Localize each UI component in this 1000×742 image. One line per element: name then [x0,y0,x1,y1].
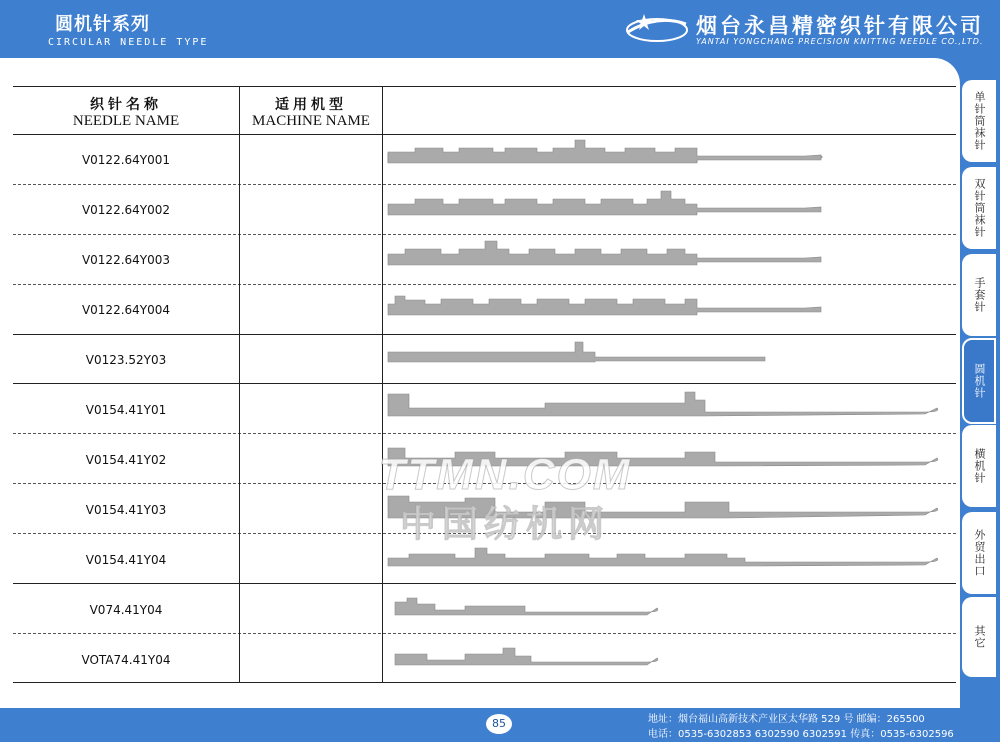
needle-name: V0154.41Y01 [85,403,167,417]
row-divider [13,533,956,534]
needle-name: V0122.64Y003 [81,253,171,267]
tab-glove[interactable]: 手套针 [962,254,996,336]
company-logo-icon [624,10,690,46]
needle-image [385,188,945,228]
needle-image [385,638,945,678]
row-divider [13,433,956,434]
needle-name: V0123.52Y03 [85,353,167,367]
needle-image [385,138,945,178]
header-bar [0,0,1000,56]
needle-name: V0154.41Y04 [85,553,167,567]
row-divider [13,483,956,484]
needle-name: V0154.41Y02 [85,453,167,467]
needle-name: V0122.64Y001 [81,153,171,167]
needle-image [385,438,945,478]
needle-name: V0122.64Y002 [81,203,171,217]
row-divider [13,633,956,634]
col-header-machine-name: 适用机型 MACHINE NAME [252,97,370,129]
row-divider [13,234,956,235]
category-side-tabs [962,0,1000,742]
needle-name: V074.41Y04 [89,603,163,617]
row-divider [13,284,956,285]
group-divider [13,583,956,584]
tab-circular[interactable]: 圆机针 [962,338,996,424]
tab-single-cylinder-sock[interactable]: 单针筒袜针 [962,80,996,162]
tab-double-cylinder-sock[interactable]: 双针筒袜针 [962,167,996,249]
needle-image [385,238,945,278]
watermark: TTMN.COM 中国纺机网 [378,450,632,545]
company-name-en: YANTAI YONGCHANG PRECISION KNITTNG NEEDLE CO.,LTD. [696,37,984,46]
needle-image [385,388,945,428]
needle-table [13,86,956,683]
needle-name: V0154.41Y03 [85,503,167,517]
page-number: 85 [486,714,512,734]
group-divider [13,383,956,384]
col-header-needle-name: 织针名称 NEEDLE NAME [72,97,180,129]
needle-image [385,488,945,528]
catalog-title: 圆机针系列 [55,14,150,35]
footer-phone: 电话：0535-6302853 6302590 6302591 传真：0535-6302596 [648,729,954,740]
needle-image [385,538,945,578]
tab-other[interactable]: 其它 [962,597,996,677]
needle-image [385,338,945,378]
needle-image [385,288,945,328]
needle-image [385,588,945,628]
catalog-subtitle: CIRCULAR NEEDLE TYPE [48,37,209,48]
column-divider [239,86,240,683]
needle-name: VOTA74.41Y04 [81,653,171,667]
catalog-page [0,58,960,708]
tab-flat-knitting[interactable]: 横机针 [962,425,996,507]
column-divider [382,86,383,683]
header-divider [13,134,956,135]
table-bottom-border [13,682,956,683]
group-divider [13,334,956,335]
tab-export[interactable]: 外贸出口 [962,512,996,594]
row-divider [13,184,956,185]
footer-address: 地址：烟台福山高新技术产业区太华路 529 号 邮编：265500 [648,714,925,725]
needle-name: V0122.64Y004 [81,303,171,317]
company-name: 烟台永昌精密织针有限公司 [696,14,984,38]
table-top-border [13,86,956,87]
